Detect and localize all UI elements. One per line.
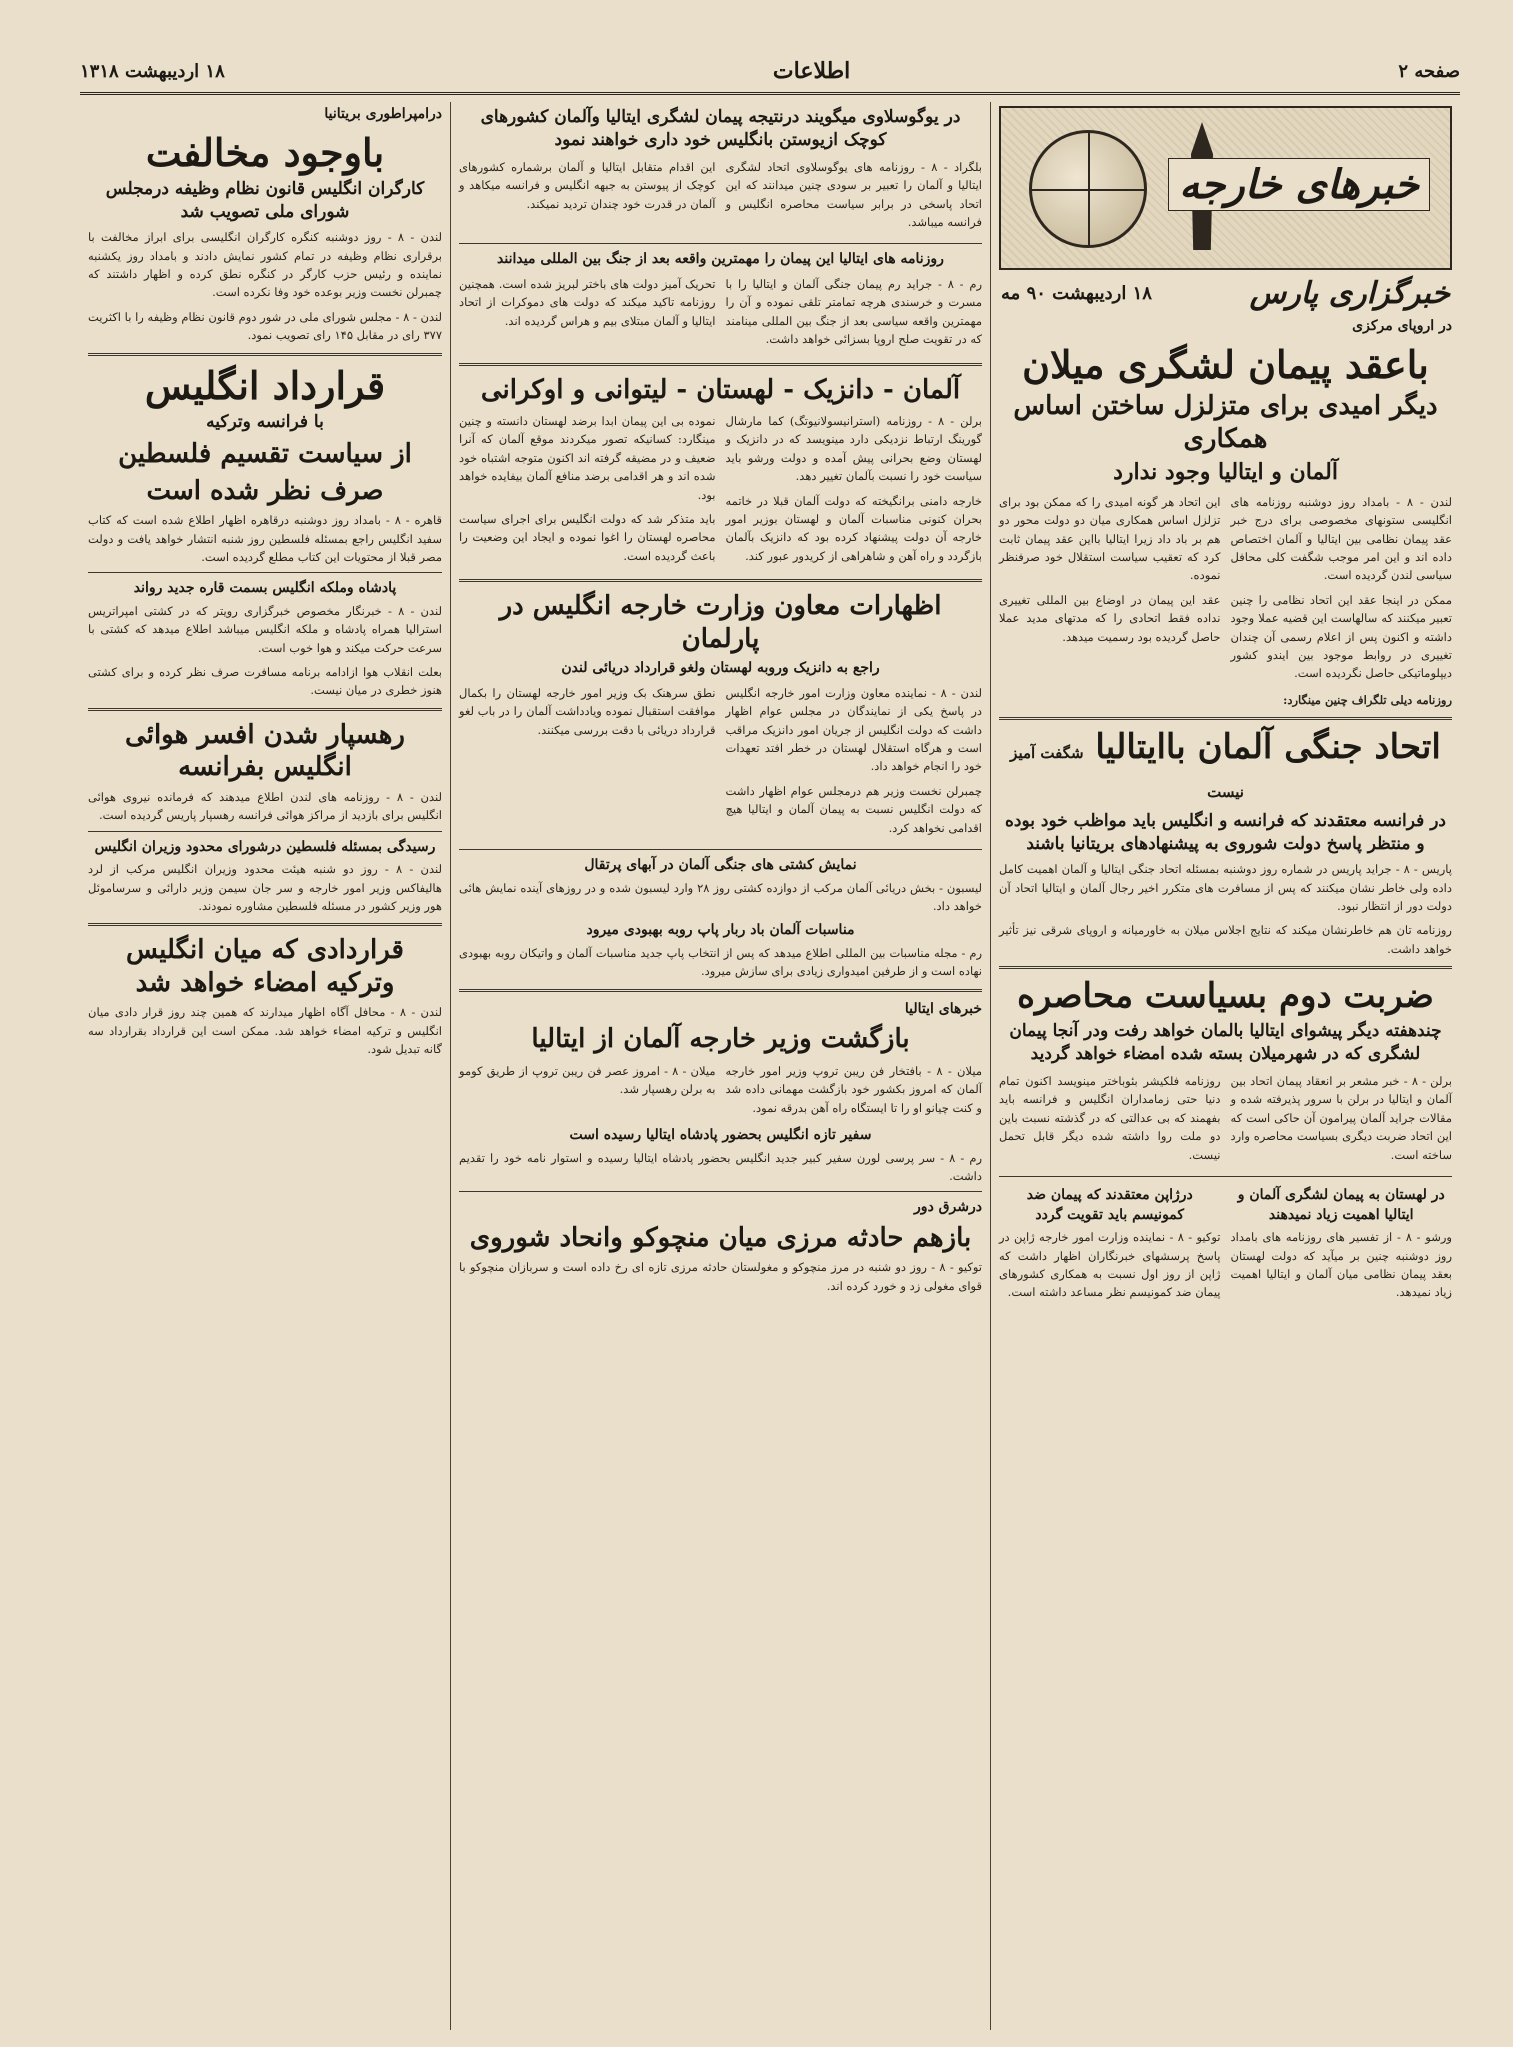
headline-war-alliance-tag: شگفت آمیز نیست	[1010, 744, 1244, 802]
parliament-columns	[459, 682, 982, 843]
article-paragraph: خارجه دامنی برانگیخته که دولت آلمان قبلا در خاتمه بحران کنونی مناسبات آلمان و لهستان بوزیر امور خارجه آن دولت پیشنهاد کرده بود که دانزیک بآلمان بازگردد و راه آهن و شاهراهی از کریدور عبور کند.	[725, 493, 982, 563]
section-tag-italy: خبرهای ایتالیا	[904, 1000, 982, 1017]
article-paragraph: لندن - ۸ - خبرنگار مخصوص خبرگزاری رویتر که در کشتی امپراتریس استرالیا همراه پادشاه و ملکه انگلیس میباشد اطلاع میدهد که کشتی با سرعت حرکت میکند و هوا خوب است.	[88, 603, 442, 655]
britain-news-column	[80, 102, 450, 2030]
article-paragraph: چمبرلن نخست وزیر هم درمجلس عوام اظهار داشت که دولت انگلیس نسبت به پیمان آلمان و ایتالیا هیچ اقدامی نخواهد کرد.	[725, 783, 982, 835]
article-paragraph: لیسبون - بخش دریائی آلمان مرکب از دوازده کشتی روز ۲۸ وارد لیسبون شده و در روزهای آینده نمایش هائی خواهد داد.	[459, 880, 982, 913]
article-paragraph: لندن - ۸ - محافل آگاه اظهار میدارند که همین چند روز قرار دادی میان انگلیس و ترکیه امضاء خواهد شد. ممکن است این قرارداد بقرارداد سه گانه تبدیل شود.	[88, 1005, 442, 1057]
italian-papers-columns	[459, 273, 982, 355]
article-lead: روزنامه دیلی تلگراف چنین مینگارد:	[1283, 692, 1452, 707]
article-paragraph: برلن - ۸ - روزنامه (استرانیسولانیوتگ) کما مارشال گورینگ ارتباط نزدیکی دارد مینویسد که در دانزیک و لهستان وضع بحرانی پیش آمده و دولت ورشو باید سیاست خود را نسبت بآلمان تغییر دهد.	[725, 414, 982, 484]
article-paragraph: پاریس - ۸ - جراید پاریس در شماره روز دوشنبه بمسئله اتحاد جنگی ایتالیا و آلمان اهمیت کامل داده ولی خاطر نشان میکنند که پس از مسافرت های متکرر اخیر رجال آلمان و ایتالیا اتحاد آن دولت دور از انتظار نبود.	[999, 862, 1452, 913]
divider	[459, 243, 982, 244]
headline-duce-visit: چندهفته دیگر پیشوای ایتالیا بالمان خواهد رفت ودر آنجا پیمان لشگری که در شهرمیلان بسته شده امضاء خواهد گردید	[1009, 1021, 1442, 1065]
headline-king-queen: پادشاه وملکه انگلیس بسمت قاره جدید رواند	[133, 580, 397, 597]
article-paragraph: لندن - ۸ - روز دوشنبه کنگره کارگران انگلیسی برای ابراز مخالفت با برقراری نظام وظیفه در تمام کشور نمایش دادند و بامداد روز یکشنبه نماینده و رئیس حزب کارگر در کنگره نطق کرده و اظهار داشتند که چمبرلن نخست وزیر بوعده خود وفا نکرده است.	[88, 230, 442, 300]
divider	[88, 923, 442, 926]
headline-milan-pact: باعقد پیمان لشگری میلان	[1022, 341, 1429, 387]
foreign-news-banner	[999, 106, 1452, 270]
agency-line	[1001, 276, 1450, 311]
headline-palestine-council: رسیدگی بمسئله فلسطین درشورای محدود وزیران انگلیس	[94, 838, 436, 855]
article-paragraph: تحریک آمیز دولت های باختر لبریز شده است. همچنین روزنامه تاکید میکند که دولت های دموکرات از اتحاد ایتالیا و آلمان مبتلای بیم و هراس گردیده اند.	[459, 277, 716, 328]
article-paragraph: باید متذکر شد که دولت انگلیس برای اجرای سیاست محاصره لهستان را اغوا نموده و ایجاد این وضعیت را باعث گردیده است.	[459, 512, 716, 563]
headline-parliament: اظهارات معاون وزارت خارجه انگلیس در پارلمان	[499, 591, 942, 654]
divider	[999, 1176, 1452, 1177]
headline-air-officer: رهسپار شدن افسر هوائی انگلیس بفرانسه	[125, 719, 405, 783]
headline-france-turkey: با فرانسه وترکیه	[206, 412, 324, 433]
headline-partition-policy: از سیاست تقسیم فلسطین	[118, 439, 412, 470]
agency-date: ۱۸ اردیبهشت ۹۰ مه	[1001, 283, 1152, 304]
divider	[999, 966, 1452, 969]
agency-name: خبرگزاری پارس	[1249, 276, 1450, 311]
article-paragraph: میلان - ۸ - بافتخار فن ریبن تروپ وزیر امور خارجه آلمان که امروز بکشور خود بازگشت مهمانی داده شد و کنت چیانو او را تا ایستگاه راه آهن بدرقه نمود.	[725, 1063, 982, 1115]
headline-ambassador: سفیر تازه انگلیس بحضور پادشاه ایتالیا رسیده است	[569, 1126, 872, 1143]
section-tag-britain: درامپراطوری بریتانیا	[324, 106, 442, 122]
article-paragraph: بلگراد - ۸ - روزنامه های یوگوسلاوی اتحاد لشگری ایتالیا و آلمان را تعبیر بر سودی چنین میدانند که این اتحاد پاسخی در برابر سیاست محاصره انگلیس و فرانسه میباشد.	[725, 159, 982, 230]
article-paragraph: رم - ۸ - جراید رم پیمان جنگی آلمان و ایتالیا را با مسرت و خرسندی هرچه تمامتر تلقی نموده و آن را مهمترین واقعه سیاسی بعد از جنگ بین المللی مینامند که در تقویت صلح اروپا بسزائی خواهد داشت.	[725, 277, 982, 347]
headline-poland: در لهستان به پیمان لشگری آلمان و ایتالیا اهمیت زیاد نمیدهند	[1237, 1187, 1445, 1223]
article-paragraph: توکیو - ۸ - نماینده وزارت امور خارجه ژاپن در پاسخ پرسشهای خبرنگاران اظهار داشت که ژاپن از روز اول نسبت به همکاری کشورهای پیمان ضد کمونیسم نظر مساعد داشته است.	[999, 1230, 1221, 1300]
article-paragraph: این اتحاد هر گونه امیدی را که ممکن بود برای تزلزل اساس همکاری میان دو دولت محور دو هم بر باد داد زیرا ایتالیا بااین عقد پیمان ثابت کرد که تعقیب سیاست استقلال خود صرفنظر نموده.	[999, 494, 1221, 583]
globe-icon	[1029, 130, 1147, 248]
headline-turkey-treaty: قراردادی که میان انگلیس وترکیه امضاء خواهد شد	[126, 935, 404, 998]
bottom-columns	[999, 1183, 1452, 1308]
article-paragraph: روزنامه فلکیشر بئوباختر مینویسد اکنون تمام دنیا حتی زمامداران انگلیس و فرانسه باید بفهمند که بی عدالتی که در گذشته نسبت باین دو ملت روا داشته شده دیگر قابل تحمل نیست.	[999, 1074, 1221, 1162]
newspaper-title: اطلاعات	[772, 58, 851, 84]
middle-news-column	[450, 102, 990, 2030]
yugo-columns	[459, 156, 982, 238]
milan-article-columns	[999, 491, 1452, 689]
headline-danzig: آلمان - دانزیک - لهستان - لیتوانی و اوکرانی	[480, 374, 961, 405]
article-paragraph: رم - ۸ - سر پرسی لورن سفیر کبیر جدید انگلیس بحضور پادشاه ایتالیا رسیده و استوار نامه خود را تقدیم داشت.	[459, 1150, 983, 1183]
headline-no-hope: دیگر امیدی برای متزلزل ساختن اساس همکاری	[1013, 391, 1438, 454]
headline-germany-italy: آلمان و ایتالیا وجود ندارد	[1113, 459, 1338, 486]
page-number: صفحه ۲	[1398, 60, 1460, 82]
article-paragraph: رم - مجله مناسبات بین المللی اطلاع میدهد که پس از انتخاب پاپ جدید مناسبات آلمان و واتیکان روبه بهبودی نهاده است و از طرفین امیدواری زیادی برای سازش میرود.	[459, 945, 982, 979]
headline-ribbentrop: بازگشت وزیر خارجه آلمان از ایتالیا	[531, 1024, 910, 1055]
headline-war-alliance-main: اتحاد جنگی آلمان باایتالیا	[1095, 727, 1441, 768]
headline-second-blow: ضربت دوم بسیاست محاصره	[1017, 976, 1434, 1017]
headline-despite-opposition: باوجود مخالفت	[145, 129, 385, 175]
ribbentrop-columns	[459, 1060, 982, 1123]
article-paragraph: این اقدام متقابل ایتالیا و آلمان برشماره کشورهای کوچک از پیوستن به جبهه انگلیس و فرانسه میکاهد و آلمان در قدرت خود چندان تردید نمیکند.	[459, 159, 716, 211]
headline-japan: درژاپن معتقدند که پیمان ضد کمونیسم باید تقویت گردد	[1026, 1187, 1193, 1223]
article-paragraph: روزنامه تان هم خاطرنشان میکند که نتایج اجلاس میلان به خاورمیانه و اروپای شرقی نیز تأثیر خواهد داشت.	[999, 923, 1452, 956]
masthead	[80, 50, 1460, 95]
divider	[459, 989, 982, 992]
divider	[88, 572, 442, 573]
article-paragraph: بعلت انقلاب هوا ازادامه برنامه مسافرت صرف نظر کرده و برای کشتی هنوز خطری در میان نیست.	[88, 665, 442, 698]
divider	[88, 353, 442, 356]
divider	[88, 708, 442, 711]
section-tag-far-east: درشرق دور	[914, 1199, 982, 1216]
article-paragraph: برلن - ۸ - خبر مشعر بر انعقاد پیمان اتحاد بین آلمان و ایتالیا در برلن با سرور پذیرفته شده و مقالات جراید آلمان پیرامون آن حاکی است که این اتحاد ضربت دیگری بسیاست محاصره وارد ساخته است.	[1230, 1074, 1452, 1162]
article-paragraph: لندن - ۸ - روزنامه های لندن اطلاع میدهند که فرمانده نیروی هوائی انگلیس برای بازدید از مراکز هوائی فرانسه رهسپار پاریس گردیده است.	[88, 789, 443, 823]
headline-conscription: کارگران انگلیس قانون نظام وظیفه درمجلس شورای ملی تصویب شد	[105, 179, 425, 223]
article-paragraph: توکیو - ۸ - روز دو شنبه در مرز منچوکو و مغولستان حادثه مرزی تازه ای رخ داده است و سربازان منچوکو با قوای مغولی زد و خورد کرده اند.	[459, 1260, 982, 1293]
article-paragraph: نموده بی این پیمان ابدا برضد لهستان دانسته و چنین مینگارد: کسانیکه تصور میکردند موقع آلمان که آنرا ضعیف و در مضیقه گرفته اند اکنون متوجه اشتباه خود شده اند و هر اقدامی برضد منافع آلمان بیفایده خواهد بود.	[459, 414, 716, 502]
divider	[459, 1191, 982, 1192]
headline-border-incident: بازهم حادثه مرزی میان منچوکو وانحاد شوروی	[469, 1222, 972, 1253]
article-paragraph: ورشو - ۸ - از تفسیر های روزنامه های بامداد روز دوشنبه چنین بر میآید که دولت لهستان بعقد پیمان نظامی میان آلمان و ایتالیا اهمیت زیاد نمیدهد.	[1230, 1230, 1452, 1300]
divider	[88, 831, 442, 832]
article-paragraph: لندن - ۸ - نماینده معاون وزارت امور خارجه انگلیس در پاسخ یکی از نمایندگان در مجلس عوام اظهار داشت که دولت انگلیس از جریان امور دانزیک مراقب است و هرگاه استقلال لهستان در خطر افتد تعهدات خود را انجام خواهد داد.	[725, 685, 982, 774]
foreign-news-column	[990, 102, 1460, 2030]
divider	[459, 363, 982, 366]
second-blow-columns	[999, 1070, 1452, 1170]
headline-france: در فرانسه معتقدند که فرانسه و انگلیس باید مواظب خود بوده و منتظر پاسخ دولت شوروی به پیشنهادهای بریتانیا باشند	[1004, 811, 1446, 855]
article-paragraph: لندن - ۸ - مجلس شورای ملی در شور دوم قانون نظام وظیفه را با اکثریت ۳۷۷ رای در مقابل ۱۴۵ رای تصویب نمود.	[88, 309, 443, 343]
article-paragraph: عقد این پیمان در اوضاع بین المللی تغییری نداده فقط اتحادی را که مدتهای مدید عملا حاصل گردیده بود رسمیت میدهد.	[999, 592, 1221, 644]
danzig-columns	[459, 410, 982, 571]
headline-british-treaty: قرارداد انگلیس	[144, 362, 386, 408]
article-paragraph: ممکن در اینجا عقد این اتحاد نظامی را چنین تعبیر میکنند که سالهاست این قضیه عملا وجود داشته و اکنون پس از اعلام رسمی آن چندان تغییری در روابط موجود بین ایندو کشور دیپلوماتیکی حاصل نگردیده است.	[1230, 592, 1452, 681]
article-paragraph: لندن - ۸ - روز دو شنبه هیئت محدود وزیران انگلیس مرکب از لرد هالیفاکس وزیر امور خارجه و سر جان سیمن وزیر دارائی و سرساموئل هور وزیر کشور در مسئله فلسطین مشاوره نمودند.	[88, 862, 442, 913]
headline-war-alliance	[999, 728, 1452, 806]
newspaper-page	[80, 50, 1460, 2030]
divider	[459, 579, 982, 582]
article-paragraph: لندن - ۸ - بامداد روز دوشنبه روزنامه های انگلیسی ستونهای مخصوصی برای درج خبر عقد پیمان نظامی بین ایتالیا و آلمان اختصاص داده اند و این امر موجب شگفت کلی محافل سیاسی لندن گردیده است.	[1230, 494, 1453, 583]
headline-parliament-sub: راجع به دانزیک وروبه لهستان ولغو قرارداد دریائی لندن	[561, 660, 880, 677]
divider	[459, 849, 982, 850]
headline-italian-papers: روزنامه های ایتالیا این پیمان را مهمترین واقعه بعد از جنگ بین المللی میدانند	[497, 251, 944, 268]
article-paragraph: نطق سرهنک بک وزیر امور خارجه لهستان را بکمال موافقت استقبال نموده ویادداشت آلمان را در باب لغو قرارداد دریائی با دقت بررسی میکنند.	[459, 685, 716, 737]
article-paragraph: میلان - ۸ - امروز عصر فن ریبن تروپ از طریق کومو به برلن رهسپار شد.	[459, 1063, 716, 1097]
headline-yugoslavia: در یوگوسلاوی میگویند درنتیجه پیمان لشگری ایتالیا وآلمان کشورهای کوچک ازیوستن بانگلیس خود داری خواهند نمود	[480, 107, 961, 150]
headline-warships: نمایش کشتی های جنگی آلمان در آبهای پرتقال	[584, 856, 857, 873]
banner-title: خبرهای خارجه	[1168, 158, 1430, 211]
headline-abandoned: صرف نظر شده است	[146, 475, 384, 506]
divider	[999, 717, 1452, 720]
issue-date: ۱۸ اردیبهشت ۱۳۱۸	[80, 60, 225, 82]
region-subtitle: در اروپای مرکزی	[1352, 318, 1452, 334]
headline-vatican: مناسبات آلمان باد ربار پاپ روبه بهبودی میرود	[586, 922, 855, 939]
article-paragraph: قاهره - ۸ - بامداد روز دوشنبه درقاهره اظهار اطلاع شده است که کتاب سفید انگلیس راجع بمسئله فلسطین روز شنبه انتشار خواهد یافت و دولت مصر قبلا از محتویات این کتاب مطلع گردیده است.	[88, 513, 442, 564]
